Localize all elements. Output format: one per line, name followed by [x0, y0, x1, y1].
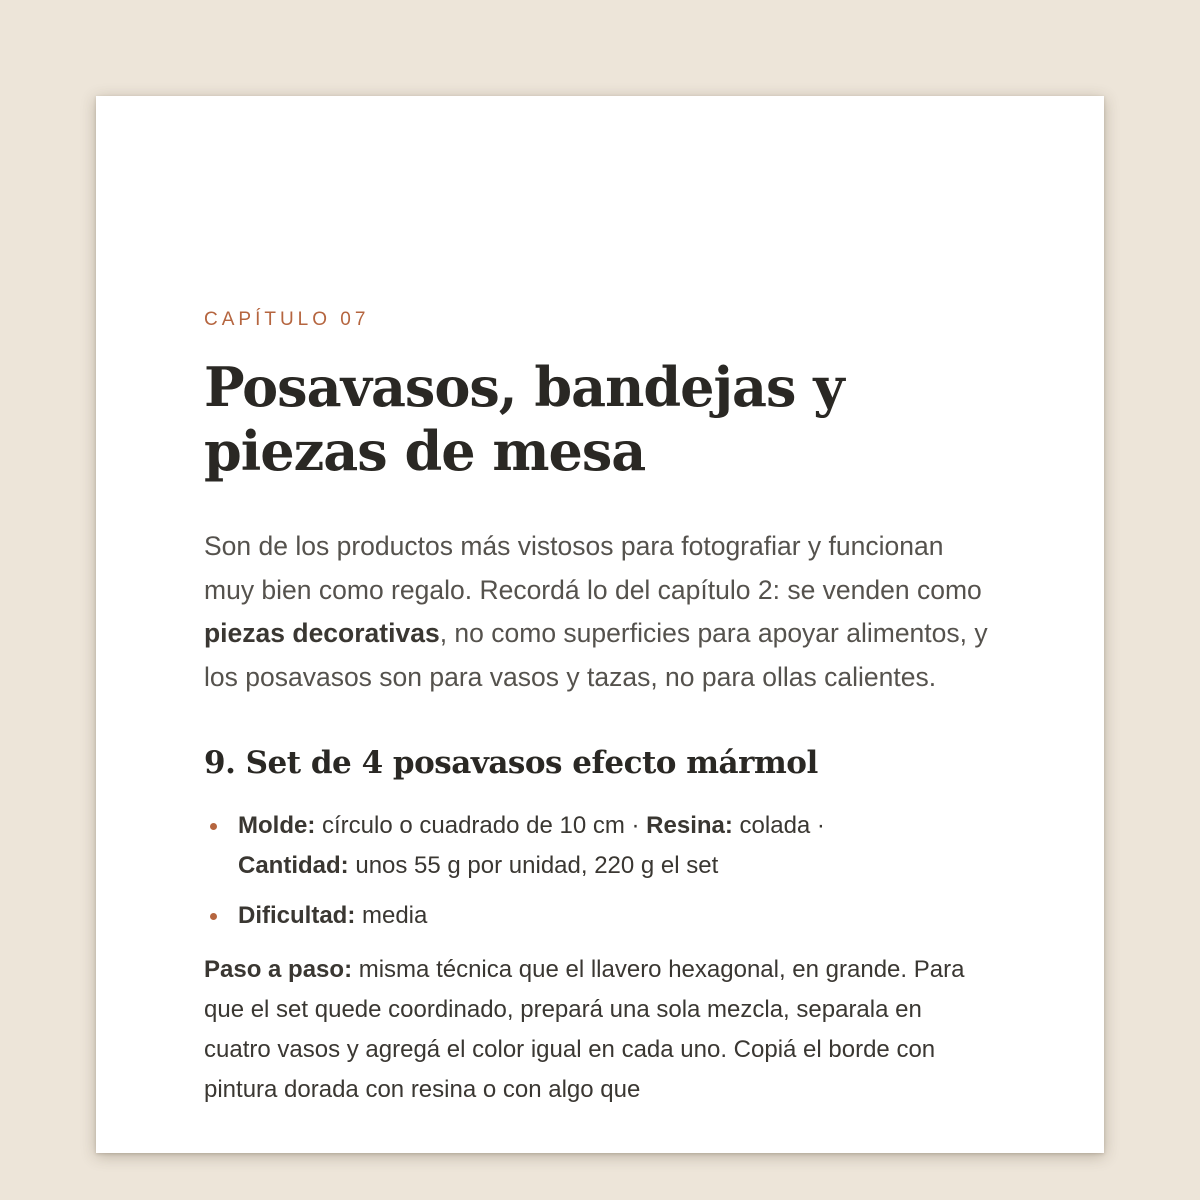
chapter-kicker: CAPÍTULO 07: [204, 309, 370, 330]
bullet-dot-icon: [210, 913, 217, 920]
intro-emphasis: piezas decorativas: [204, 618, 440, 648]
fact-value-cantidad: unos 55 g por unidad, 220 g el set: [348, 852, 719, 880]
fact-item: [204, 896, 994, 936]
fact-value-resina: colada ·: [732, 812, 825, 840]
project-facts-list: [204, 806, 994, 936]
document-page: [96, 96, 1104, 1153]
bullet-dot-icon: [210, 823, 217, 830]
intro-text-end: , no como superficies para apoyar alimentos, y los posavasos son para vasos y tazas, no para ollas calientes.: [204, 618, 988, 692]
chapter-content: [204, 310, 994, 1110]
step-by-step-paragraph: [204, 950, 994, 1110]
fact-label-molde: Molde:: [238, 812, 316, 840]
chapter-intro: [204, 525, 994, 699]
chapter-title: Posavasos, bandejas y piezas de mesa: [204, 355, 844, 483]
steps-label: Paso a paso:: [204, 956, 353, 984]
fact-label-cantidad: Cantidad:: [238, 852, 349, 880]
steps-text: misma técnica que el llavero hexagonal, en grande. Para que el set quede coordinado, prepará una sola mezcla, separala en cuatro vasos y agregá el color igual en cada uno. Copiá el borde con pintura dorada con resina o con algo que: [204, 956, 965, 1104]
fact-label-dificultad: Dificultad:: [238, 902, 356, 930]
project-title: 9. Set de 4 posavasos efecto mármol: [204, 745, 818, 781]
fact-value-molde: círculo o cuadrado de 10 cm ·: [315, 812, 647, 840]
fact-value-dificultad: media: [355, 902, 428, 930]
fact-item: [204, 806, 994, 886]
intro-text-start: Son de los productos más vistosos para fotografiar y funcionan muy bien como regalo. Recordá lo del capítulo 2: se venden como: [204, 531, 982, 605]
fact-label-resina: Resina:: [646, 812, 733, 840]
